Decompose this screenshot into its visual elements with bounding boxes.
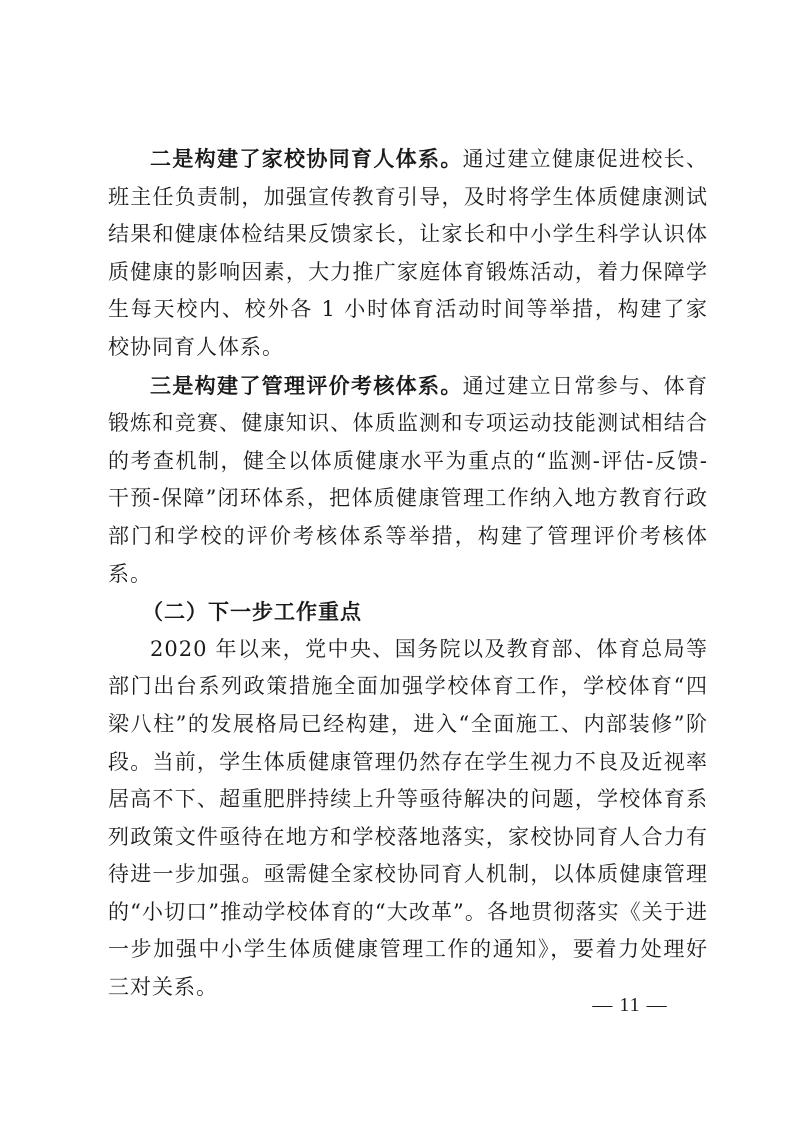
paragraph-text: 通过建立健康促进校长、班主任负责制，加强宣传教育引导，及时将学生体质健康测试结果和健康体检结果反馈家长，让家长和中小学生科学认识体质健康的影响因素，大力推广家庭体育锻炼活动，着力保障学生每天校内、校外各 1 小时体育活动时间等举措，构建了家校协同育人体系。 bbox=[108, 147, 709, 359]
page-number: — 11 — bbox=[592, 994, 668, 1016]
paragraph-next-steps bbox=[108, 631, 708, 1007]
paragraph-text: 通过建立日常参与、体育锻炼和竞赛、健康知识、体质监测和专项运动技能测试相结合的考查机制，健全以体质健康水平为重点的“监测-评估-反馈-干预-保障”闭环体系，把体质健康管理工作纳入地方教育行政部门和学校的评价考核体系等举措，构建了管理评价考核体系。 bbox=[108, 373, 709, 586]
paragraph-lead: 二是构建了家校协同育人体系。 bbox=[150, 146, 463, 171]
section-heading: （二）下一步工作重点 bbox=[142, 599, 362, 625]
paragraph-text: 2020 年以来，党中央、国务院以及教育部、体育总局等部门出台系列政策措施全面加强学校体育工作，学校体育“四梁八柱”的发展格局已经构建，进入“全面施工、内部装修”阶段。当前，学生体质健康管理仍然存在学生视力不良及近视率居高不下、超重肥胖持续上升等亟待解决的问题，学校体育系列政策文件亟待在地方和学校落地落实，家校协同育人合力有待进一步加强。亟需健全家校协同育人机制，以体质健康管理的“小切口”推动学校体育的“大改革”。各地贯彻落实《关于进一步加强中小学生体质健康管理工作的通知》，要着力处理好三对关系。 bbox=[108, 636, 708, 1000]
document-body bbox=[108, 140, 708, 1007]
paragraph-home-school-collaboration bbox=[108, 140, 708, 367]
paragraph-lead: 三是构建了管理评价考核体系。 bbox=[150, 372, 463, 398]
paragraph-evaluation-system bbox=[108, 367, 708, 594]
